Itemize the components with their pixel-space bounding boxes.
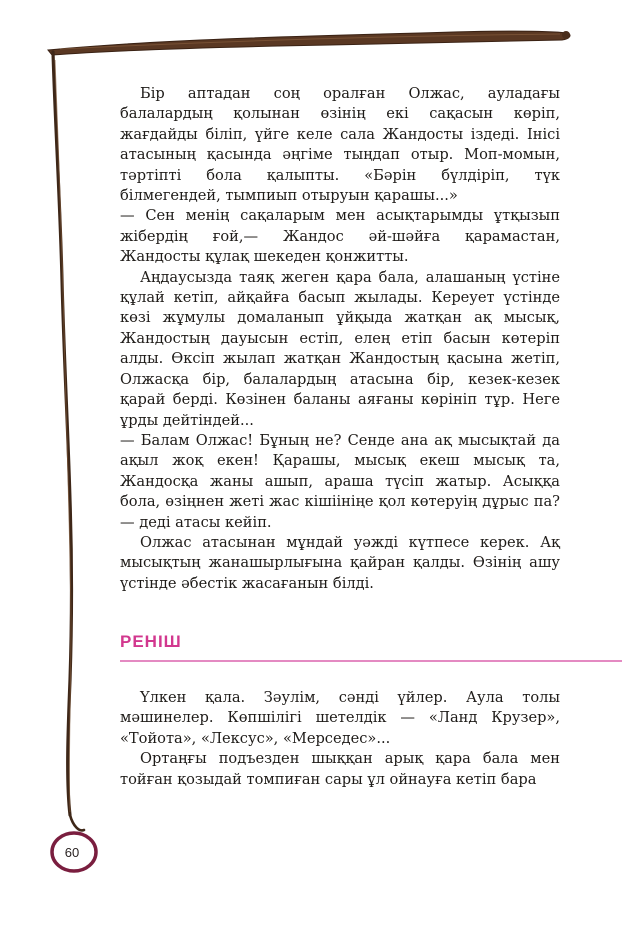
paragraph: — Балам Олжас! Бұның не? Сенде ана ақ мысықтай да ақыл жоқ екен! Қарашы, мысық екеш мысық та, Жандосқа жаны ашып, араша түсіп жатыр. Асыққа бола, өзіңнен жеті жас кішіініңе қол көтеруің дұрыс па? — деді атасы кейіп. — [120, 431, 560, 531]
paragraph: Аңдаусызда таяқ жеген қара бала, алашаның үстіне құлай кетіп, айқайға басып жылады. Кереует үстінде көзі жұмулы домаланып ұйқыда жатқан ақ мысық, Жандостың дауысын естіп, елең етіп басын көтеріп алды. Өксіп жылап жатқан Жандостың қасына жетіп, Олжасқа бір, балалардың атасына бір, кезек-кезек қарай берді. Көзінен баланы аяғаны көрініп тұр. Неге ұрды дейтіндей... — [120, 268, 560, 429]
story-top — [120, 84, 560, 594]
section-divider — [120, 660, 622, 662]
paragraph: Үлкен қала. Зәулім, сәнді үйлер. Аула толы мәшинелер. Көпшілігі шетелдік — «Ланд Крузер», «Тойота», «Лексус», «Мерседес»... — [120, 689, 560, 747]
page-number: 60 — [64, 845, 80, 860]
paragraph: Ортаңғы подъезден шыққан арық қара бала мен тойған қозыдай томпиған сары ұл ойнауға кетіп бара — [120, 750, 560, 788]
paragraph: — Сен менің сақаларым мен асықтарымды ұтқызып жібердің ғой,— Жандос әй-шәйға қарамастан, Жандосты құлақ шекеден қонжитты. — [120, 207, 560, 266]
story-bottom — [120, 688, 560, 790]
paragraph: Олжас атасынан мұндай уәжді күтпесе керек. Ақ мысықтың жанашырлығына қайран қалды. Өзінің ашу үстінде әбестік жасағанын білді. — [120, 533, 560, 592]
paragraph: Бір аптадан соң оралған Олжас, ауладағы балалардың қолынан өзінің екі сақасын көріп, жағдайды біліп, үйге келе сала Жандосты іздеді. Інісі атасының қасында әңгіме тыңдап отыр. Моп-момын, тәртіпті бола қалыпты. «Бәрін бүлдіріп, түк білмегендей, тымпиып отыруын қарашы...» — [120, 85, 560, 205]
section-heading: РЕНІШ — [120, 632, 182, 651]
